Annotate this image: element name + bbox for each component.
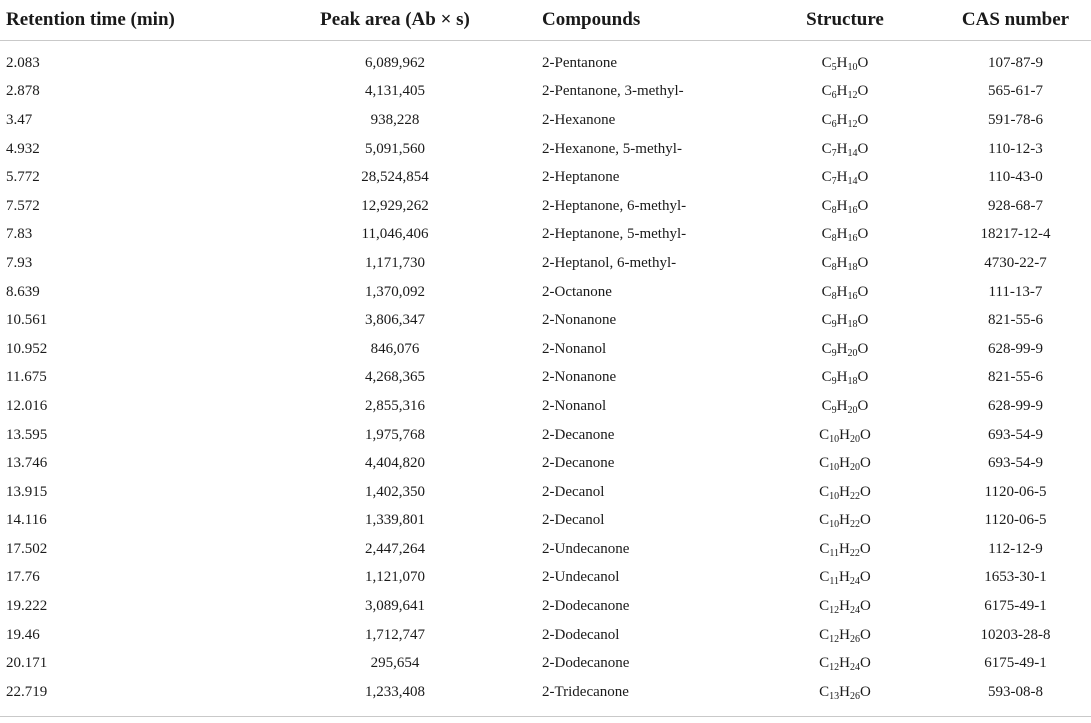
cell-cas-number: 4730-22-7	[984, 254, 1047, 271]
cell-structure: $C_{11}H_{22}O$	[819, 540, 871, 559]
cell-cas-number: 1120-06-5	[984, 483, 1047, 500]
cell-compound: 2-Tridecanone	[542, 683, 629, 700]
spacer-row	[0, 41, 1091, 50]
cell-structure: $C_8H_{16}O$	[821, 283, 869, 302]
cell-retention-time: 22.719	[6, 683, 48, 700]
table-bottom-rule	[0, 716, 1091, 717]
cell-compound: 2-Pentanone, 3-methyl-	[542, 83, 684, 100]
cell-structure: $C_{10}H_{20}O$	[819, 426, 871, 445]
cell-peak-area: 28,524,854	[361, 169, 429, 186]
cell-cas-number: 1120-06-5	[984, 512, 1047, 529]
table-row	[0, 49, 1091, 78]
table-row	[0, 306, 1091, 335]
table-row	[0, 135, 1091, 164]
cell-peak-area: 846,076	[370, 340, 420, 357]
cell-cas-number: 10203-28-8	[980, 626, 1051, 643]
table-row	[0, 364, 1091, 393]
cell-compound: 2-Nonanone	[542, 369, 617, 386]
table-row	[0, 78, 1091, 107]
cell-compound: 2-Nonanone	[542, 312, 617, 329]
cell-retention-time: 3.47	[6, 111, 33, 128]
cell-peak-area: 5,091,560	[365, 140, 425, 157]
cell-retention-time: 14.116	[6, 512, 47, 529]
cell-retention-time: 7.93	[6, 254, 33, 271]
header-retention-time: Retention time (min)	[0, 0, 250, 41]
cell-structure: $C_6H_{12}O$	[821, 111, 869, 130]
header-row	[0, 0, 1091, 41]
cell-compound: 2-Heptanone	[542, 169, 620, 186]
cell-peak-area: 1,233,408	[365, 683, 425, 700]
header-compounds: Compounds	[530, 0, 770, 41]
table-header	[0, 0, 1091, 41]
cell-structure: $C_{13}H_{26}O$	[819, 683, 871, 702]
cell-structure: $C_{12}H_{24}O$	[819, 598, 871, 617]
cell-peak-area: 295,654	[370, 655, 420, 672]
table-row	[0, 478, 1091, 507]
cell-retention-time: 8.639	[6, 283, 40, 300]
header-peak-area: Peak area (Ab × s)	[250, 0, 530, 41]
cell-cas-number: 6175-49-1	[984, 598, 1047, 615]
table-row	[0, 564, 1091, 593]
cell-structure: $C_{10}H_{22}O$	[819, 483, 871, 502]
cell-structure: $C_9H_{20}O$	[821, 397, 869, 416]
cell-cas-number: 591-78-6	[988, 111, 1043, 128]
cell-retention-time: 2.878	[6, 83, 40, 100]
cell-retention-time: 13.746	[6, 455, 48, 472]
cell-compound: 2-Dodecanol	[542, 626, 620, 643]
cell-compound: 2-Decanol	[542, 483, 605, 500]
cell-compound: 2-Dodecanone	[542, 655, 630, 672]
cell-cas-number: 18217-12-4	[980, 226, 1051, 243]
cell-retention-time: 12.016	[6, 397, 48, 414]
table-row	[0, 106, 1091, 135]
cell-peak-area: 4,268,365	[365, 369, 425, 386]
cell-peak-area: 1,975,768	[365, 426, 425, 443]
cell-peak-area: 4,404,820	[365, 455, 425, 472]
cell-structure: $C_8H_{16}O$	[821, 197, 869, 216]
table-row	[0, 192, 1091, 221]
cell-cas-number: 112-12-9	[988, 540, 1043, 557]
cell-compound: 2-Hexanone, 5-methyl-	[542, 140, 682, 157]
cell-peak-area: 2,855,316	[365, 397, 425, 414]
table-row	[0, 163, 1091, 192]
cell-retention-time: 20.171	[6, 655, 48, 672]
cell-cas-number: 111-13-7	[988, 283, 1043, 300]
cell-retention-time: 4.932	[6, 140, 40, 157]
table-row	[0, 421, 1091, 450]
cell-retention-time: 7.83	[6, 226, 33, 243]
cell-retention-time: 19.222	[6, 598, 48, 615]
cell-peak-area: 4,131,405	[365, 83, 425, 100]
table-row	[0, 392, 1091, 421]
cell-peak-area: 938,228	[370, 111, 420, 128]
table-row	[0, 249, 1091, 278]
cell-cas-number: 110-12-3	[988, 140, 1043, 157]
cell-structure: $C_{11}H_{24}O$	[819, 569, 871, 588]
cell-cas-number: 110-43-0	[988, 169, 1043, 186]
cell-peak-area: 2,447,264	[365, 540, 425, 557]
cell-structure: $C_8H_{18}O$	[821, 254, 869, 273]
cell-retention-time: 5.772	[6, 169, 40, 186]
table-row	[0, 621, 1091, 650]
cell-retention-time: 13.915	[6, 483, 48, 500]
cell-retention-time: 11.675	[6, 369, 47, 386]
cell-cas-number: 107-87-9	[988, 54, 1043, 71]
cell-compound: 2-Nonanol	[542, 397, 607, 414]
cell-cas-number: 628-99-9	[988, 397, 1043, 414]
table-row	[0, 335, 1091, 364]
cell-peak-area: 3,089,641	[365, 598, 425, 615]
cell-cas-number: 1653-30-1	[984, 569, 1047, 586]
cell-cas-number: 6175-49-1	[984, 655, 1047, 672]
cell-retention-time: 13.595	[6, 426, 48, 443]
cell-compound: 2-Decanone	[542, 426, 615, 443]
cell-compound: 2-Octanone	[542, 283, 612, 300]
cell-cas-number: 693-54-9	[988, 455, 1043, 472]
cell-cas-number: 593-08-8	[988, 683, 1043, 700]
cell-peak-area: 1,121,070	[365, 569, 425, 586]
cell-cas-number: 565-61-7	[988, 83, 1043, 100]
table-row	[0, 535, 1091, 564]
cell-compound: 2-Nonanol	[542, 340, 607, 357]
cell-cas-number: 928-68-7	[988, 197, 1043, 214]
cell-compound: 2-Undecanone	[542, 540, 630, 557]
cell-structure: $C_8H_{16}O$	[821, 226, 869, 245]
cell-retention-time: 17.76	[6, 569, 40, 586]
table-row	[0, 221, 1091, 250]
cell-structure: $C_{10}H_{20}O$	[819, 455, 871, 474]
cell-compound: 2-Hexanone	[542, 111, 616, 128]
cell-compound: 2-Decanone	[542, 455, 615, 472]
cell-structure: $C_{12}H_{26}O$	[819, 626, 871, 645]
cell-compound: 2-Undecanol	[542, 569, 620, 586]
cell-peak-area: 6,089,962	[365, 54, 425, 71]
cell-peak-area: 1,339,801	[365, 512, 425, 529]
cell-peak-area: 1,171,730	[365, 254, 425, 271]
cell-structure: $C_5H_{10}O$	[821, 54, 869, 73]
cell-retention-time: 17.502	[6, 540, 48, 557]
cell-compound: 2-Heptanol, 6-methyl-	[542, 254, 677, 271]
header-cas-number: CAS number	[920, 0, 1091, 41]
cell-structure: $C_{12}H_{24}O$	[819, 655, 871, 674]
table-row	[0, 678, 1091, 707]
header-structure: Structure	[770, 0, 920, 41]
table-row	[0, 649, 1091, 678]
table-row	[0, 449, 1091, 478]
cell-structure: $C_9H_{20}O$	[821, 340, 869, 359]
cell-peak-area: 1,370,092	[365, 283, 425, 300]
cell-cas-number: 693-54-9	[988, 426, 1043, 443]
table-body	[0, 41, 1091, 707]
cell-cas-number: 628-99-9	[988, 340, 1043, 357]
cell-compound: 2-Heptanone, 5-methyl-	[542, 226, 687, 243]
cell-compound: 2-Dodecanone	[542, 598, 630, 615]
cell-peak-area: 3,806,347	[365, 312, 425, 329]
cell-retention-time: 19.46	[6, 626, 40, 643]
cell-peak-area: 12,929,262	[361, 197, 429, 214]
table-row	[0, 592, 1091, 621]
cell-retention-time: 2.083	[6, 54, 40, 71]
cell-peak-area: 1,712,747	[365, 626, 425, 643]
cell-structure: $C_9H_{18}O$	[821, 369, 869, 388]
table-row	[0, 278, 1091, 307]
cell-cas-number: 821-55-6	[988, 369, 1043, 386]
cell-structure: $C_{10}H_{22}O$	[819, 512, 871, 531]
cell-retention-time: 10.952	[6, 340, 48, 357]
cell-structure: $C_7H_{14}O$	[821, 169, 869, 188]
cell-retention-time: 10.561	[6, 312, 48, 329]
cell-structure: $C_6H_{12}O$	[821, 83, 869, 102]
cell-structure: $C_9H_{18}O$	[821, 312, 869, 331]
cell-structure: $C_7H_{14}O$	[821, 140, 869, 159]
table-row	[0, 507, 1091, 536]
cell-peak-area: 1,402,350	[365, 483, 425, 500]
cell-compound: 2-Decanol	[542, 512, 605, 529]
cell-compound: 2-Pentanone	[542, 54, 617, 71]
cell-peak-area: 11,046,406	[361, 226, 429, 243]
cell-retention-time: 7.572	[6, 197, 40, 214]
cell-compound: 2-Heptanone, 6-methyl-	[542, 197, 687, 214]
cell-cas-number: 821-55-6	[988, 312, 1043, 329]
